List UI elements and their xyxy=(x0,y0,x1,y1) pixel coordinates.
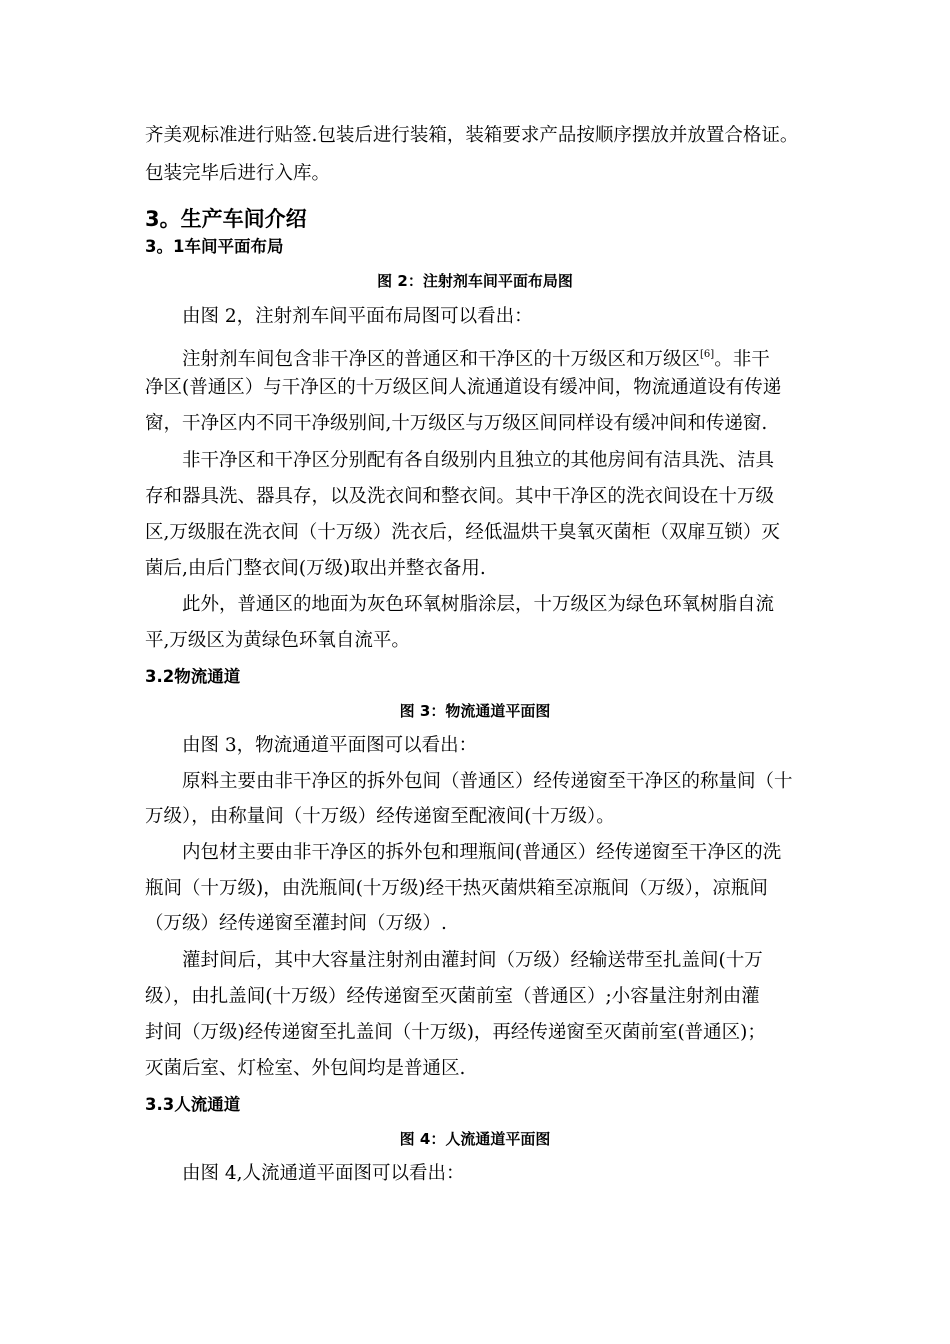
paragraph-line: 净区(普通区）与干净区的十万级区间人流通道设有缓冲间，物流通道设有传递 xyxy=(145,377,782,398)
paragraph-line: 齐美观标准进行贴签.包装后进行装箱，装箱要求产品按顺序摆放并放置合格证。 xyxy=(145,125,799,146)
section-heading-3-2: 3.2物流通道 xyxy=(145,667,241,686)
paragraph-line: 灌封间后，其中大容量注射剂由灌封间（万级）经输送带至扎盖间(十万 xyxy=(182,950,763,971)
paragraph-line: 由图 2，注射剂车间平面布局图可以看出： xyxy=(182,306,533,327)
paragraph-text: 注射剂车间包含非干净区的普通区和干净区的十万级区和万级区 xyxy=(182,349,701,370)
paragraph-line: 封间（万级)经传递窗至扎盖间（十万级)，再经传递窗至灭菌前室(普通区)； xyxy=(145,1022,766,1043)
paragraph-line: 原料主要由非干净区的拆外包间（普通区）经传递窗至干净区的称量间（十 xyxy=(182,771,793,792)
citation-reference: [6] xyxy=(700,349,715,360)
figure-4-caption: 图 4：人流通道平面图 xyxy=(399,1130,551,1148)
paragraph-line: 平,万级区为黄绿色环氧自流平。 xyxy=(145,630,410,651)
figure-3-caption: 图 3：物流通道平面图 xyxy=(399,702,551,720)
paragraph-line: 万级），由称量间（十万级）经传递窗至配液间(十万级）。 xyxy=(145,806,615,827)
figure-2-caption: 图 2：注射剂车间平面布局图 xyxy=(377,272,573,290)
paragraph-line: （万级）经传递窗至灌封间（万级）. xyxy=(145,913,447,934)
paragraph-line: 此外，普通区的地面为灰色环氧树脂涂层，十万级区为绿色环氧树脂自流 xyxy=(182,594,775,615)
paragraph-line: 瓶间（十万级)，由洗瓶间(十万级)经干热灭菌烘箱至凉瓶间（万级），凉瓶间 xyxy=(145,878,768,899)
paragraph-line: 菌后,由后门整衣间(万级)取出并整衣备用. xyxy=(145,558,486,579)
section-heading-3-3: 3.3人流通道 xyxy=(145,1095,241,1114)
paragraph-line: 内包材主要由非干净区的拆外包和理瓶间(普通区）经传递窗至干净区的洗 xyxy=(182,842,782,863)
paragraph-line: 存和器具洗、器具存，以及洗衣间和整衣间。其中干净区的洗衣间设在十万级 xyxy=(145,486,775,507)
paragraph-line: 包装完毕后进行入库。 xyxy=(145,163,331,184)
section-heading-3-1: 3。1车间平面布局 xyxy=(145,237,284,256)
paragraph-line: 由图 4,人流通道平面图可以看出： xyxy=(182,1163,465,1184)
paragraph-line: 灭菌后室、灯检室、外包间均是普通区. xyxy=(145,1058,466,1079)
paragraph-line: 非干净区和干净区分别配有各自级别内且独立的其他房间有洁具洗、洁具 xyxy=(182,450,775,471)
paragraph-line: 窗，干净区内不同干净级别间,十万级区与万级区间同样设有缓冲间和传递窗. xyxy=(145,413,768,434)
paragraph-line: 由图 3，物流通道平面图可以看出： xyxy=(182,735,478,756)
paragraph-line: 区,万级服在洗衣间（十万级）洗衣后，经低温烘干臭氧灭菌柜（双扉互锁）灭 xyxy=(145,522,780,543)
paragraph-line xyxy=(182,343,825,372)
paragraph-line: 级），由扎盖间(十万级）经传递窗至灭菌前室（普通区）;小容量注射剂由灌 xyxy=(145,986,760,1007)
section-heading-3: 3。生产车间介绍 xyxy=(145,207,307,231)
paragraph-text: 。非干 xyxy=(714,349,770,370)
